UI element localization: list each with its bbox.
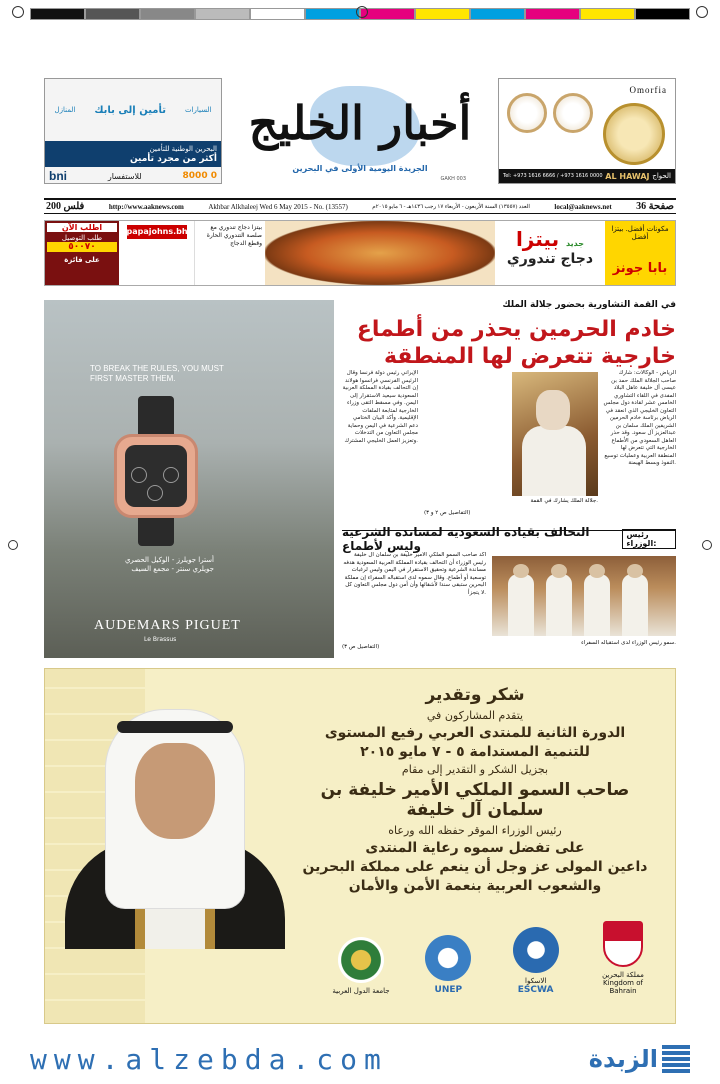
pizza-brand-panel xyxy=(605,221,675,285)
newspaper-title: أخبار الخليج xyxy=(248,96,472,150)
audemars-piguet-ad[interactable] xyxy=(44,300,334,658)
unep-label: UNEP xyxy=(434,985,463,995)
registration-mark-icon xyxy=(702,540,712,550)
escwa-icon xyxy=(513,927,559,973)
color-swatch xyxy=(85,8,140,20)
story-column-2: الإيراني رئيس دولة فرنسا وقال الرئيس الفرنسي فرانسوا هولاند إن التحالف بقيادة المملكة العربية السعودية سيعيد الاستقرار إلى اليمن. وفي مسقط التقى وزراء الخارجية لمتابعة الملفات الإقليمية. وأكد البيان الختامي دعم الشرعية في اليمن وحماية مجلس التعاون من التدخلات وتعزيز العمل الخليجي المشترك. xyxy=(342,370,418,444)
bni-line1: البحرين الوطنية للتأمين xyxy=(149,145,217,153)
newspaper-tagline: الجريدة اليومية الأولى في البحرين xyxy=(292,164,428,173)
portrait-face xyxy=(135,743,215,839)
pizza-offer: على فائزة xyxy=(64,256,100,264)
masthead-logo[interactable] xyxy=(240,78,480,184)
story2-reference: (التفاصيل ص ٣) xyxy=(342,644,380,650)
watch-subdial xyxy=(131,467,147,483)
escwa-name: الاسكوا xyxy=(525,977,547,985)
omorfia-ad-bar xyxy=(499,169,675,183)
issue-info: العدد (١٣٥٥٧) السنة الأربعون - الأربعاء ١٧ رجب ١٤٣٦هـ - ٦ مايو ٢٠١٥م xyxy=(372,203,530,210)
bahrain-name: مملكة البحرين xyxy=(602,971,644,979)
registration-mark-icon xyxy=(12,6,24,18)
footer-logo[interactable] xyxy=(589,1045,690,1073)
bni-ad-panels xyxy=(45,79,221,141)
secondary-story-text: أكد صاحب السمو الملكي الأمير خليفة بن سلمان آل خليفة رئيس الوزراء أن التحالف بقيادة المملكة العربية السعودية هدفه مساندة الشرعية وتحقيق الاستقرار في اليمن وليس لرغبات توسعية أو أطماع. وقال سموه لدى استقباله السفراء إن مملكة البحرين ستبقى سندا لأشقائها وأن أمن دول مجلس التعاون كل لا يتجزأ. xyxy=(343,552,486,596)
bni-note: للاستفسار xyxy=(107,171,142,181)
thanks-text xyxy=(295,685,655,897)
watch-subdial xyxy=(163,467,179,483)
arab-league-name: جامعة الدول العربية xyxy=(332,987,390,995)
registration-mark-icon xyxy=(356,6,368,18)
pizza-name xyxy=(495,221,605,285)
page-count: 36 صفحة xyxy=(636,201,674,212)
prime-minister-portrait xyxy=(65,709,285,949)
newspaper-page xyxy=(44,78,676,1028)
footer-logo-icon xyxy=(662,1045,690,1073)
photo-person xyxy=(508,574,534,636)
bni-insurance-ad[interactable] xyxy=(44,78,222,184)
bni-phone: 8000 0 xyxy=(182,171,217,181)
bahrain-logo xyxy=(591,921,655,995)
watch-icon xyxy=(603,103,665,165)
thanks-line9: والشعوب العربية بنعمة الأمن والأمان xyxy=(348,878,602,894)
pizza-order-panel xyxy=(45,221,119,285)
omorfia-shop-ar: الحواج xyxy=(652,172,671,180)
gakh-code: GAKH 003 xyxy=(440,176,466,182)
thanks-line4: بجزيل الشكر و التقدير إلى مقام xyxy=(401,763,549,776)
bni-ad-band xyxy=(45,141,221,167)
pizza-brand: بابا جونز xyxy=(612,261,668,276)
bni-ad-footer xyxy=(45,167,221,184)
photo-robe xyxy=(522,426,586,496)
story-column-1: الرياض - الوكالات: شارك صاحب الجلالة الملك حمد بن عيسى آل خليفة عاهل البلاد المفدى في اللقاء التشاوري الخامس عشر لقادة دول مجلس التعاون الخليجي الذي انعقد في الرياض برئاسة خادم الحرمين الشريفين الملك سلمان بن عبدالعزيز آل سعود. وقد حذر العاهل السعودي من الأطماع الخارجية التي تتعرض لها المنطقة العربية وعمليات توسيع النفوذ وبسط الهيمنة. xyxy=(603,370,676,466)
pizza-title: بيتزا xyxy=(515,227,560,251)
papa-johns-ad[interactable] xyxy=(44,220,676,286)
pizza-tag: جديد xyxy=(566,239,585,248)
bni-line2: أكثر من مجرد تأمين xyxy=(129,154,217,164)
secondary-kicker: رئيس الوزراء: xyxy=(622,529,676,549)
registration-mark-icon xyxy=(8,540,18,550)
price: 200 فلس xyxy=(46,201,85,212)
portrait-agal xyxy=(117,721,233,733)
thanks-line3: للتنمية المستدامة ٥ - ٧ مايو ٢٠١٥ xyxy=(360,744,590,760)
watch-dial xyxy=(125,445,187,507)
thanks-line2: الدورة الثانية للمنتدى العربي رفيع المستوى xyxy=(324,725,626,741)
pizza-subtitle: دجاج تندوري xyxy=(506,251,594,267)
photo2-caption: سمو رئيس الوزراء لدى استقباله السفراء. xyxy=(581,640,676,646)
watch-case xyxy=(114,434,198,518)
headline-line2: خارجية تتعرض لها المنطقة xyxy=(383,344,676,369)
website-link[interactable]: http://www.aaknews.com xyxy=(108,202,184,211)
color-swatch xyxy=(305,8,360,20)
ap-dealer-line2: جويلري سنتر - مجمع السيف xyxy=(131,565,214,573)
secondary-headline-text: التحالف بقيادة السعودية لمساندة الشرعية وليس لأطماع xyxy=(342,524,590,553)
photo-person xyxy=(622,574,648,636)
photo-person xyxy=(584,574,610,636)
bahrain-emblem-icon xyxy=(603,921,643,967)
site-footer xyxy=(0,1034,720,1084)
footer-url[interactable]: www.alzebda.com xyxy=(30,1042,388,1076)
dateline xyxy=(44,198,676,214)
omorfia-brand: Omorfia xyxy=(629,85,667,95)
escwa-label: ESCWA xyxy=(517,985,554,995)
pizza-description: بيتزا دجاج تندوري مع صلصة التندوري الحارة وقطع الدجاج xyxy=(195,221,265,285)
watch-subdial xyxy=(147,485,163,501)
arab-league-logo xyxy=(329,937,393,995)
prime-minister-photo xyxy=(492,556,676,636)
thanks-advertisement[interactable] xyxy=(44,668,676,1024)
pizza-image xyxy=(265,221,495,285)
photo-caption: جلالة الملك يشارك في القمة. xyxy=(530,498,598,504)
bni-logo: bni xyxy=(49,169,67,183)
thanks-line5: صاحب السمو الملكي الأمير خليفة بن سلمان آل خليفة xyxy=(320,780,630,820)
escwa-logo xyxy=(504,927,568,995)
photo-face xyxy=(536,390,570,430)
bahrain-label: Kingdom of Bahrain xyxy=(603,979,643,995)
organization-logos xyxy=(329,921,655,995)
color-swatch xyxy=(140,8,195,20)
king-photo xyxy=(512,372,598,496)
watch-icon xyxy=(507,93,547,133)
pizza-phone: ٥٠٠٧٠ xyxy=(47,242,117,252)
ap-brand-sub: Le Brassus xyxy=(144,636,177,643)
color-swatch xyxy=(250,8,305,20)
story-reference: (التفاصيل ص ٢ و ٣) xyxy=(424,510,471,516)
bni-label-cars: السيارات xyxy=(185,106,212,114)
omorfia-shop: AL HAWAJ xyxy=(605,171,650,181)
secondary-headline[interactable] xyxy=(342,524,676,553)
ap-dealer-line1: أسترا جويلرز - الوكيل الحصري xyxy=(124,556,214,564)
bni-label-homes: المنازل xyxy=(54,106,76,114)
pizza-delivery: طلب التوصيل xyxy=(61,234,103,242)
color-swatch xyxy=(470,8,525,20)
thanks-line8: داعين المولى عز وجل أن ينعم على مملكة البحرين xyxy=(302,859,648,875)
color-swatch xyxy=(580,8,635,20)
color-swatch xyxy=(195,8,250,20)
bni-label-doorstep: تأمين إلى بابك xyxy=(94,104,166,116)
ap-tagline: TO BREAK THE RULES, YOU MUST FIRST MASTER THEM. xyxy=(90,364,224,383)
papa-johns-logo: papajohns.bh xyxy=(127,225,187,239)
headline-line1: خادم الحرمين يحذر من أطماع xyxy=(356,317,676,342)
unep-logo xyxy=(416,935,480,995)
registration-mark-icon xyxy=(696,6,708,18)
photo-person xyxy=(546,574,572,636)
watch-icon xyxy=(553,93,593,133)
lead-story xyxy=(342,300,676,658)
omorfia-watch-ad[interactable] xyxy=(498,78,676,184)
thanks-title: شكر وتقدير xyxy=(425,685,525,705)
omorfia-phone: Tel: +973 1616 6666 / +973 1616 0000 xyxy=(503,173,603,179)
color-swatch xyxy=(635,8,690,20)
color-swatch xyxy=(525,8,580,20)
thanks-line6: رئيس الوزراء الموقر حفظه الله ورعاه xyxy=(388,824,562,837)
thanks-line1: يتقدم المشاركون في xyxy=(426,709,524,722)
unep-icon xyxy=(425,935,471,981)
ap-brand: AUDEMARS PIGUET xyxy=(94,618,241,633)
color-swatch xyxy=(30,8,85,20)
pizza-social-panel xyxy=(119,221,195,285)
arab-league-icon xyxy=(338,937,384,983)
pizza-brand-slogan: مكونات أفضل. بيتزا أفضل xyxy=(611,225,669,241)
color-swatch xyxy=(415,8,470,20)
thanks-line7: على تفضل سموه رعاية المنتدى xyxy=(365,840,585,856)
story-headline[interactable] xyxy=(342,316,676,370)
edition-info: Akhbar Alkhaleej Wed 6 May 2015 - No. (13557) xyxy=(208,202,348,211)
ap-dealer xyxy=(64,556,214,574)
story-kicker: في القمة التشاورية بحضور جلالة الملك xyxy=(502,300,676,310)
email-link[interactable]: local@aaknews.net xyxy=(554,202,612,211)
watch-icon xyxy=(106,396,206,546)
footer-logo-text: الزبدة xyxy=(588,1045,658,1073)
pizza-order-now: اطلب الآن xyxy=(47,223,117,232)
story-body xyxy=(342,370,676,522)
color-swatch xyxy=(360,8,415,20)
